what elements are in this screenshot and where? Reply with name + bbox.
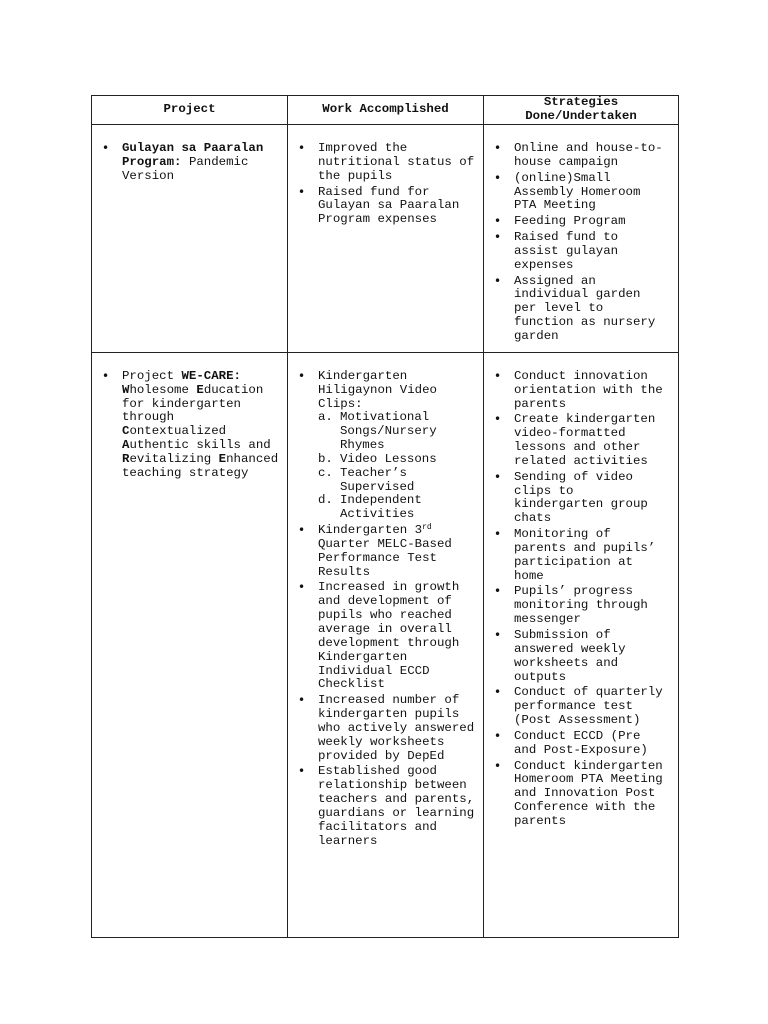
table-row xyxy=(92,352,679,937)
list-item: • Pupils’ progress monitoring through messenger xyxy=(490,585,670,627)
list-item: • Improved the nutritional status of the pupils xyxy=(294,142,475,184)
list-item: • Project WE-CARE: Wholesome Education for kindergarten through Contextualized Authentic skills and Revitalizing Enhanced teaching strategy xyxy=(98,370,279,481)
header-work-accomplished: Work Accomplished xyxy=(288,96,484,125)
list-item: • Kindergarten Hiligaynon Video Clips: a. Motivational Songs/Nursery Rhymes b. Video Lessons c. Teacher’s Supervised d. Independent Activities xyxy=(294,370,475,522)
header-project: Project xyxy=(92,96,288,125)
project-report-table xyxy=(91,95,679,938)
list-item: • Kindergarten 3rd Quarter MELC-Based Performance Test Results xyxy=(294,524,475,579)
list-item: • Conduct ECCD (Pre and Post-Exposure) xyxy=(490,730,670,758)
list-item: • (online)Small Assembly Homeroom PTA Meeting xyxy=(490,172,670,214)
list-item: • Feeding Program xyxy=(490,215,670,229)
table-row xyxy=(92,125,679,353)
sub-list xyxy=(318,411,475,522)
list-item: • Assigned an individual garden per level to function as nursery garden xyxy=(490,275,670,344)
list-item: • Sending of video clips to kindergarten group chats xyxy=(490,471,670,526)
sub-list-item: a. Motivational Songs/Nursery Rhymes xyxy=(318,410,437,453)
project-cell xyxy=(92,125,288,353)
header-row xyxy=(92,96,679,125)
project-name: WE-CARE: xyxy=(181,368,241,383)
list-item: • Online and house-to-house campaign xyxy=(490,142,670,170)
strategies-cell xyxy=(484,352,679,937)
sub-list-item: b. Video Lessons xyxy=(318,451,437,466)
list-item: • Create kindergarten video-formatted lessons and other related activities xyxy=(490,413,670,468)
list-item: • Conduct kindergarten Homeroom PTA Meeting and Innovation Post Conference with the parents xyxy=(490,760,670,829)
project-subtitle: Pandemic Version xyxy=(122,154,249,183)
list-item: • Increased in growth and development of pupils who reached average in overall development through Kindergarten Individual ECCD Checklist xyxy=(294,581,475,692)
work-cell xyxy=(288,352,484,937)
list-item: • Submission of answered weekly worksheets and outputs xyxy=(490,629,670,684)
list-item: • Conduct of quarterly performance test (Post Assessment) xyxy=(490,686,670,728)
work-cell xyxy=(288,125,484,353)
strategies-cell xyxy=(484,125,679,353)
list-item: • Established good relationship between teachers and parents, guardians or learning facilitators and learners xyxy=(294,765,475,848)
project-cell xyxy=(92,352,288,937)
list-item: • Raised fund to assist gulayan expenses xyxy=(490,231,670,273)
list-item: • Conduct innovation orientation with the parents xyxy=(490,370,670,412)
list-item: • Monitoring of parents and pupils’ participation at home xyxy=(490,528,670,583)
list-item xyxy=(98,142,279,184)
list-item: • Raised fund for Gulayan sa Paaralan Program expenses xyxy=(294,186,475,228)
list-item: • Increased number of kindergarten pupils who actively answered weekly worksheets provided by DepEd xyxy=(294,694,475,763)
header-strategies: Strategies Done/Undertaken xyxy=(484,96,679,125)
sub-list-item: d. Independent Activities xyxy=(318,493,422,522)
project-title: Gulayan sa Paaralan Program: xyxy=(122,141,264,169)
sub-list-item: c. Teacher’s Supervised xyxy=(318,465,415,494)
